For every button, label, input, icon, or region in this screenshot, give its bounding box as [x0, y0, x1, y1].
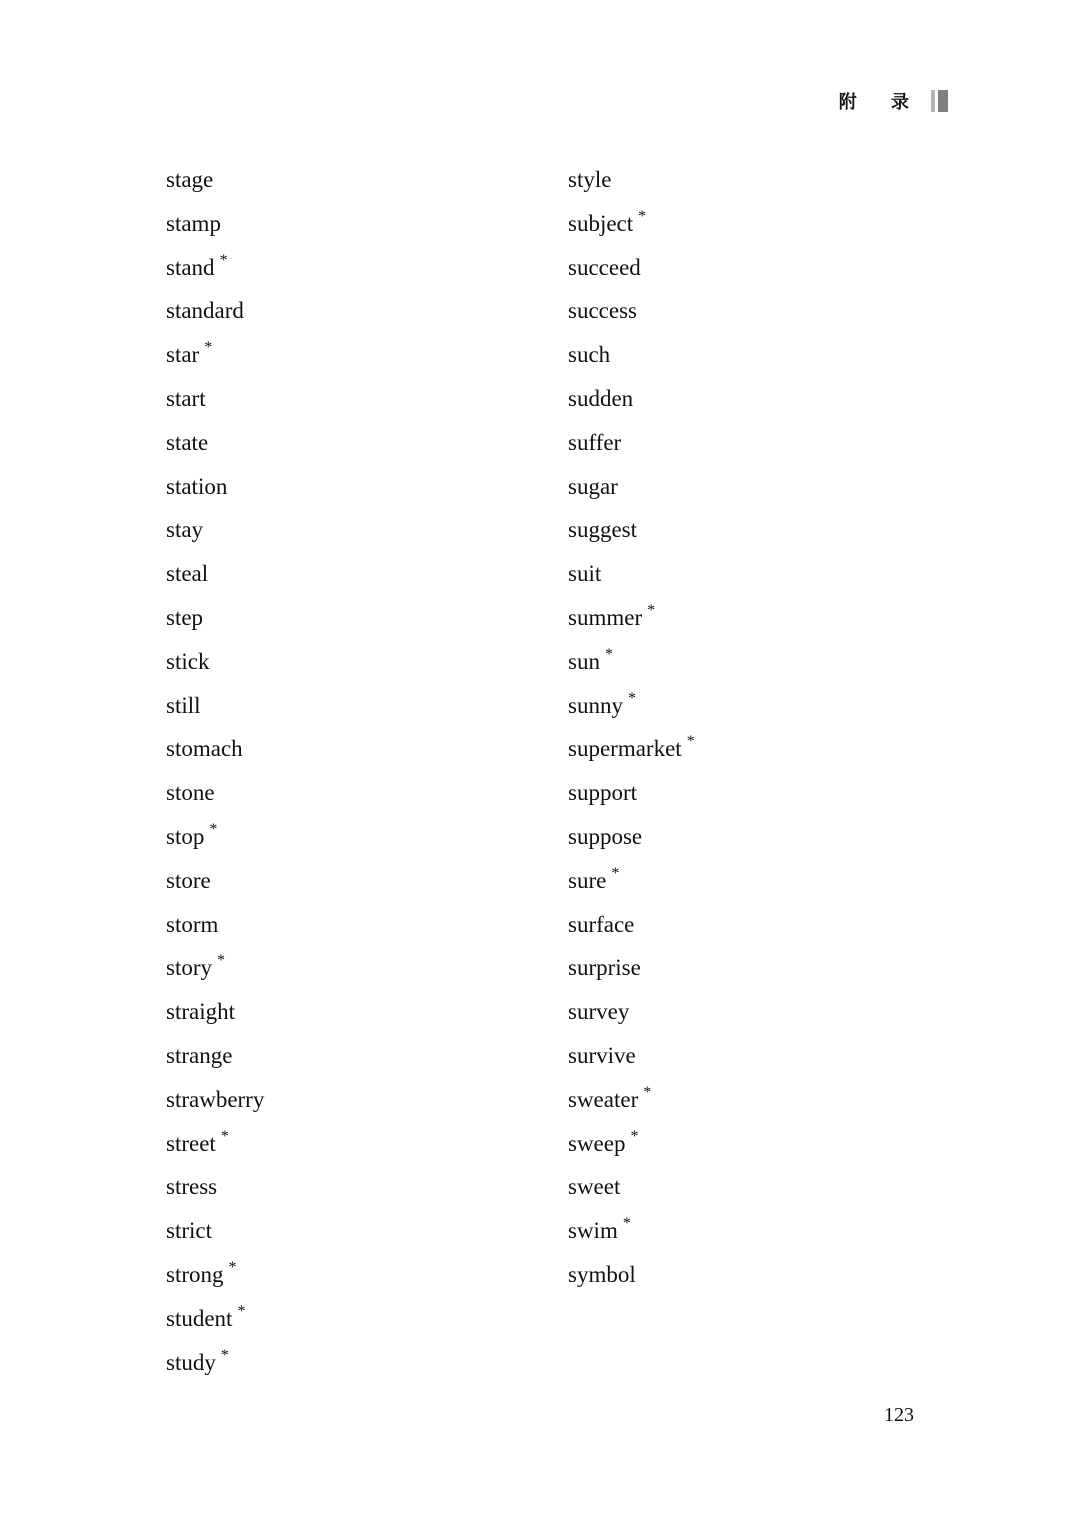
vocabulary-word: student — [166, 1305, 233, 1331]
vocabulary-entry — [568, 1082, 695, 1126]
vocabulary-entry — [166, 600, 264, 644]
asterisk-marker: * — [209, 820, 218, 838]
asterisk-marker: * — [220, 1346, 229, 1364]
vocabulary-word: sure — [568, 867, 607, 893]
vocabulary-word: still — [166, 692, 201, 718]
vocabulary-word: sun — [568, 648, 600, 674]
vocabulary-word: suffer — [568, 429, 622, 455]
asterisk-marker: * — [604, 645, 613, 663]
vocabulary-word: star — [166, 342, 200, 368]
asterisk-marker: * — [219, 251, 228, 269]
vocabulary-entry — [568, 1213, 695, 1257]
vocabulary-word: store — [166, 867, 211, 893]
vocabulary-word: standard — [166, 298, 244, 324]
vocabulary-word: start — [166, 385, 206, 411]
vocabulary-entry — [166, 994, 264, 1038]
vocabulary-word: station — [166, 473, 228, 499]
vocabulary-entry — [568, 819, 695, 863]
vocabulary-word: sweet — [568, 1174, 621, 1200]
page-number: 123 — [884, 1404, 914, 1426]
vocabulary-word: street — [166, 1130, 216, 1156]
vocabulary-entry — [166, 293, 264, 337]
vocabulary-word: strict — [166, 1218, 212, 1244]
vocabulary-word: story — [166, 955, 212, 981]
asterisk-marker: * — [611, 864, 620, 882]
vocabulary-entry — [166, 1126, 264, 1170]
vocabulary-entry — [166, 381, 264, 425]
word-list-right — [568, 162, 695, 1301]
vocabulary-entry — [568, 907, 695, 951]
vocabulary-word: stick — [166, 648, 210, 674]
vocabulary-entry — [166, 1257, 264, 1301]
vocabulary-word: stress — [166, 1174, 218, 1200]
asterisk-marker: * — [220, 1127, 229, 1145]
vocabulary-entry — [568, 994, 695, 1038]
header-thick-bar — [938, 90, 948, 112]
vocabulary-entry — [166, 907, 264, 951]
vocabulary-word: surprise — [568, 955, 641, 981]
vocabulary-word: survive — [568, 1042, 636, 1068]
asterisk-marker: * — [228, 1258, 237, 1276]
asterisk-marker: * — [630, 1127, 639, 1145]
running-header — [839, 88, 948, 114]
vocabulary-entry — [568, 1038, 695, 1082]
asterisk-marker: * — [622, 1215, 631, 1233]
vocabulary-entry — [166, 512, 264, 556]
vocabulary-word: suggest — [568, 517, 637, 543]
asterisk-marker: * — [627, 689, 636, 707]
vocabulary-entry — [568, 950, 695, 994]
vocabulary-word: such — [568, 342, 611, 368]
vocabulary-word: sweater — [568, 1086, 639, 1112]
vocabulary-entry — [166, 206, 264, 250]
vocabulary-entry — [568, 293, 695, 337]
vocabulary-word: sudden — [568, 385, 634, 411]
vocabulary-entry — [166, 863, 264, 907]
asterisk-marker: * — [686, 733, 695, 751]
vocabulary-word: succeed — [568, 254, 641, 280]
vocabulary-entry — [568, 250, 695, 294]
vocabulary-word: summer — [568, 604, 643, 630]
vocabulary-word: stay — [166, 517, 204, 543]
vocabulary-word: study — [166, 1349, 216, 1375]
vocabulary-entry — [166, 425, 264, 469]
vocabulary-word: strawberry — [166, 1086, 265, 1112]
vocabulary-entry — [568, 731, 695, 775]
vocabulary-word: step — [166, 604, 204, 630]
vocabulary-word: symbol — [568, 1261, 636, 1287]
vocabulary-word: state — [166, 429, 209, 455]
vocabulary-entry — [166, 250, 264, 294]
vocabulary-entry — [166, 950, 264, 994]
asterisk-marker: * — [647, 601, 656, 619]
vocabulary-entry — [166, 1038, 264, 1082]
header-bar-marks — [931, 90, 948, 112]
vocabulary-entry — [166, 731, 264, 775]
vocabulary-word: subject — [568, 210, 634, 236]
vocabulary-word: style — [568, 167, 612, 192]
header-thin-bar — [931, 90, 935, 112]
vocabulary-word: stomach — [166, 736, 243, 762]
vocabulary-word: sunny — [568, 692, 623, 718]
vocabulary-word: stop — [166, 823, 205, 849]
vocabulary-word: strange — [166, 1042, 233, 1068]
vocabulary-entry — [166, 775, 264, 819]
vocabulary-word: swim — [568, 1218, 618, 1244]
vocabulary-entry — [568, 469, 695, 513]
vocabulary-entry — [166, 469, 264, 513]
vocabulary-word: suppose — [568, 823, 643, 849]
vocabulary-entry — [568, 600, 695, 644]
vocabulary-word: steal — [166, 561, 209, 587]
vocabulary-word: supermarket — [568, 736, 682, 762]
word-list-left — [166, 162, 264, 1388]
asterisk-marker: * — [638, 207, 647, 225]
vocabulary-word: stand — [166, 254, 215, 280]
section-title: 附 录 — [838, 92, 923, 113]
vocabulary-word: surface — [568, 911, 635, 937]
vocabulary-entry — [568, 381, 695, 425]
vocabulary-entry — [568, 337, 695, 381]
vocabulary-entry — [568, 1257, 695, 1301]
vocabulary-entry — [568, 512, 695, 556]
vocabulary-word: stamp — [166, 210, 221, 236]
vocabulary-entry — [166, 688, 264, 732]
vocabulary-entry — [166, 556, 264, 600]
vocabulary-word: support — [568, 780, 637, 806]
vocabulary-entry — [166, 1213, 264, 1257]
vocabulary-entry — [568, 162, 695, 206]
vocabulary-entry — [166, 1082, 264, 1126]
vocabulary-entry — [568, 425, 695, 469]
vocabulary-word: success — [568, 298, 637, 324]
vocabulary-entry — [166, 1345, 264, 1389]
asterisk-marker: * — [217, 952, 225, 970]
vocabulary-entry — [568, 775, 695, 819]
vocabulary-entry — [166, 644, 264, 688]
vocabulary-word: suit — [568, 561, 602, 587]
vocabulary-entry — [568, 644, 695, 688]
vocabulary-entry — [568, 206, 695, 250]
vocabulary-entry — [166, 1169, 264, 1213]
vocabulary-word: sugar — [568, 473, 618, 499]
vocabulary-entry — [166, 1301, 264, 1345]
vocabulary-word: sweep — [568, 1130, 626, 1156]
vocabulary-entry — [568, 556, 695, 600]
vocabulary-entry — [166, 819, 264, 863]
asterisk-marker: * — [204, 339, 213, 357]
vocabulary-entry — [568, 1169, 695, 1213]
vocabulary-entry — [568, 688, 695, 732]
vocabulary-entry — [166, 337, 264, 381]
vocabulary-entry — [568, 863, 695, 907]
vocabulary-word: storm — [166, 911, 219, 937]
vocabulary-word: survey — [568, 999, 630, 1025]
asterisk-marker: * — [643, 1083, 652, 1101]
asterisk-marker: * — [237, 1302, 246, 1320]
vocabulary-word: straight — [166, 999, 235, 1025]
vocabulary-word: stage — [166, 167, 214, 192]
vocabulary-entry — [166, 162, 264, 206]
vocabulary-entry — [568, 1126, 695, 1170]
vocabulary-word: strong — [166, 1261, 224, 1287]
vocabulary-word: stone — [166, 780, 215, 806]
